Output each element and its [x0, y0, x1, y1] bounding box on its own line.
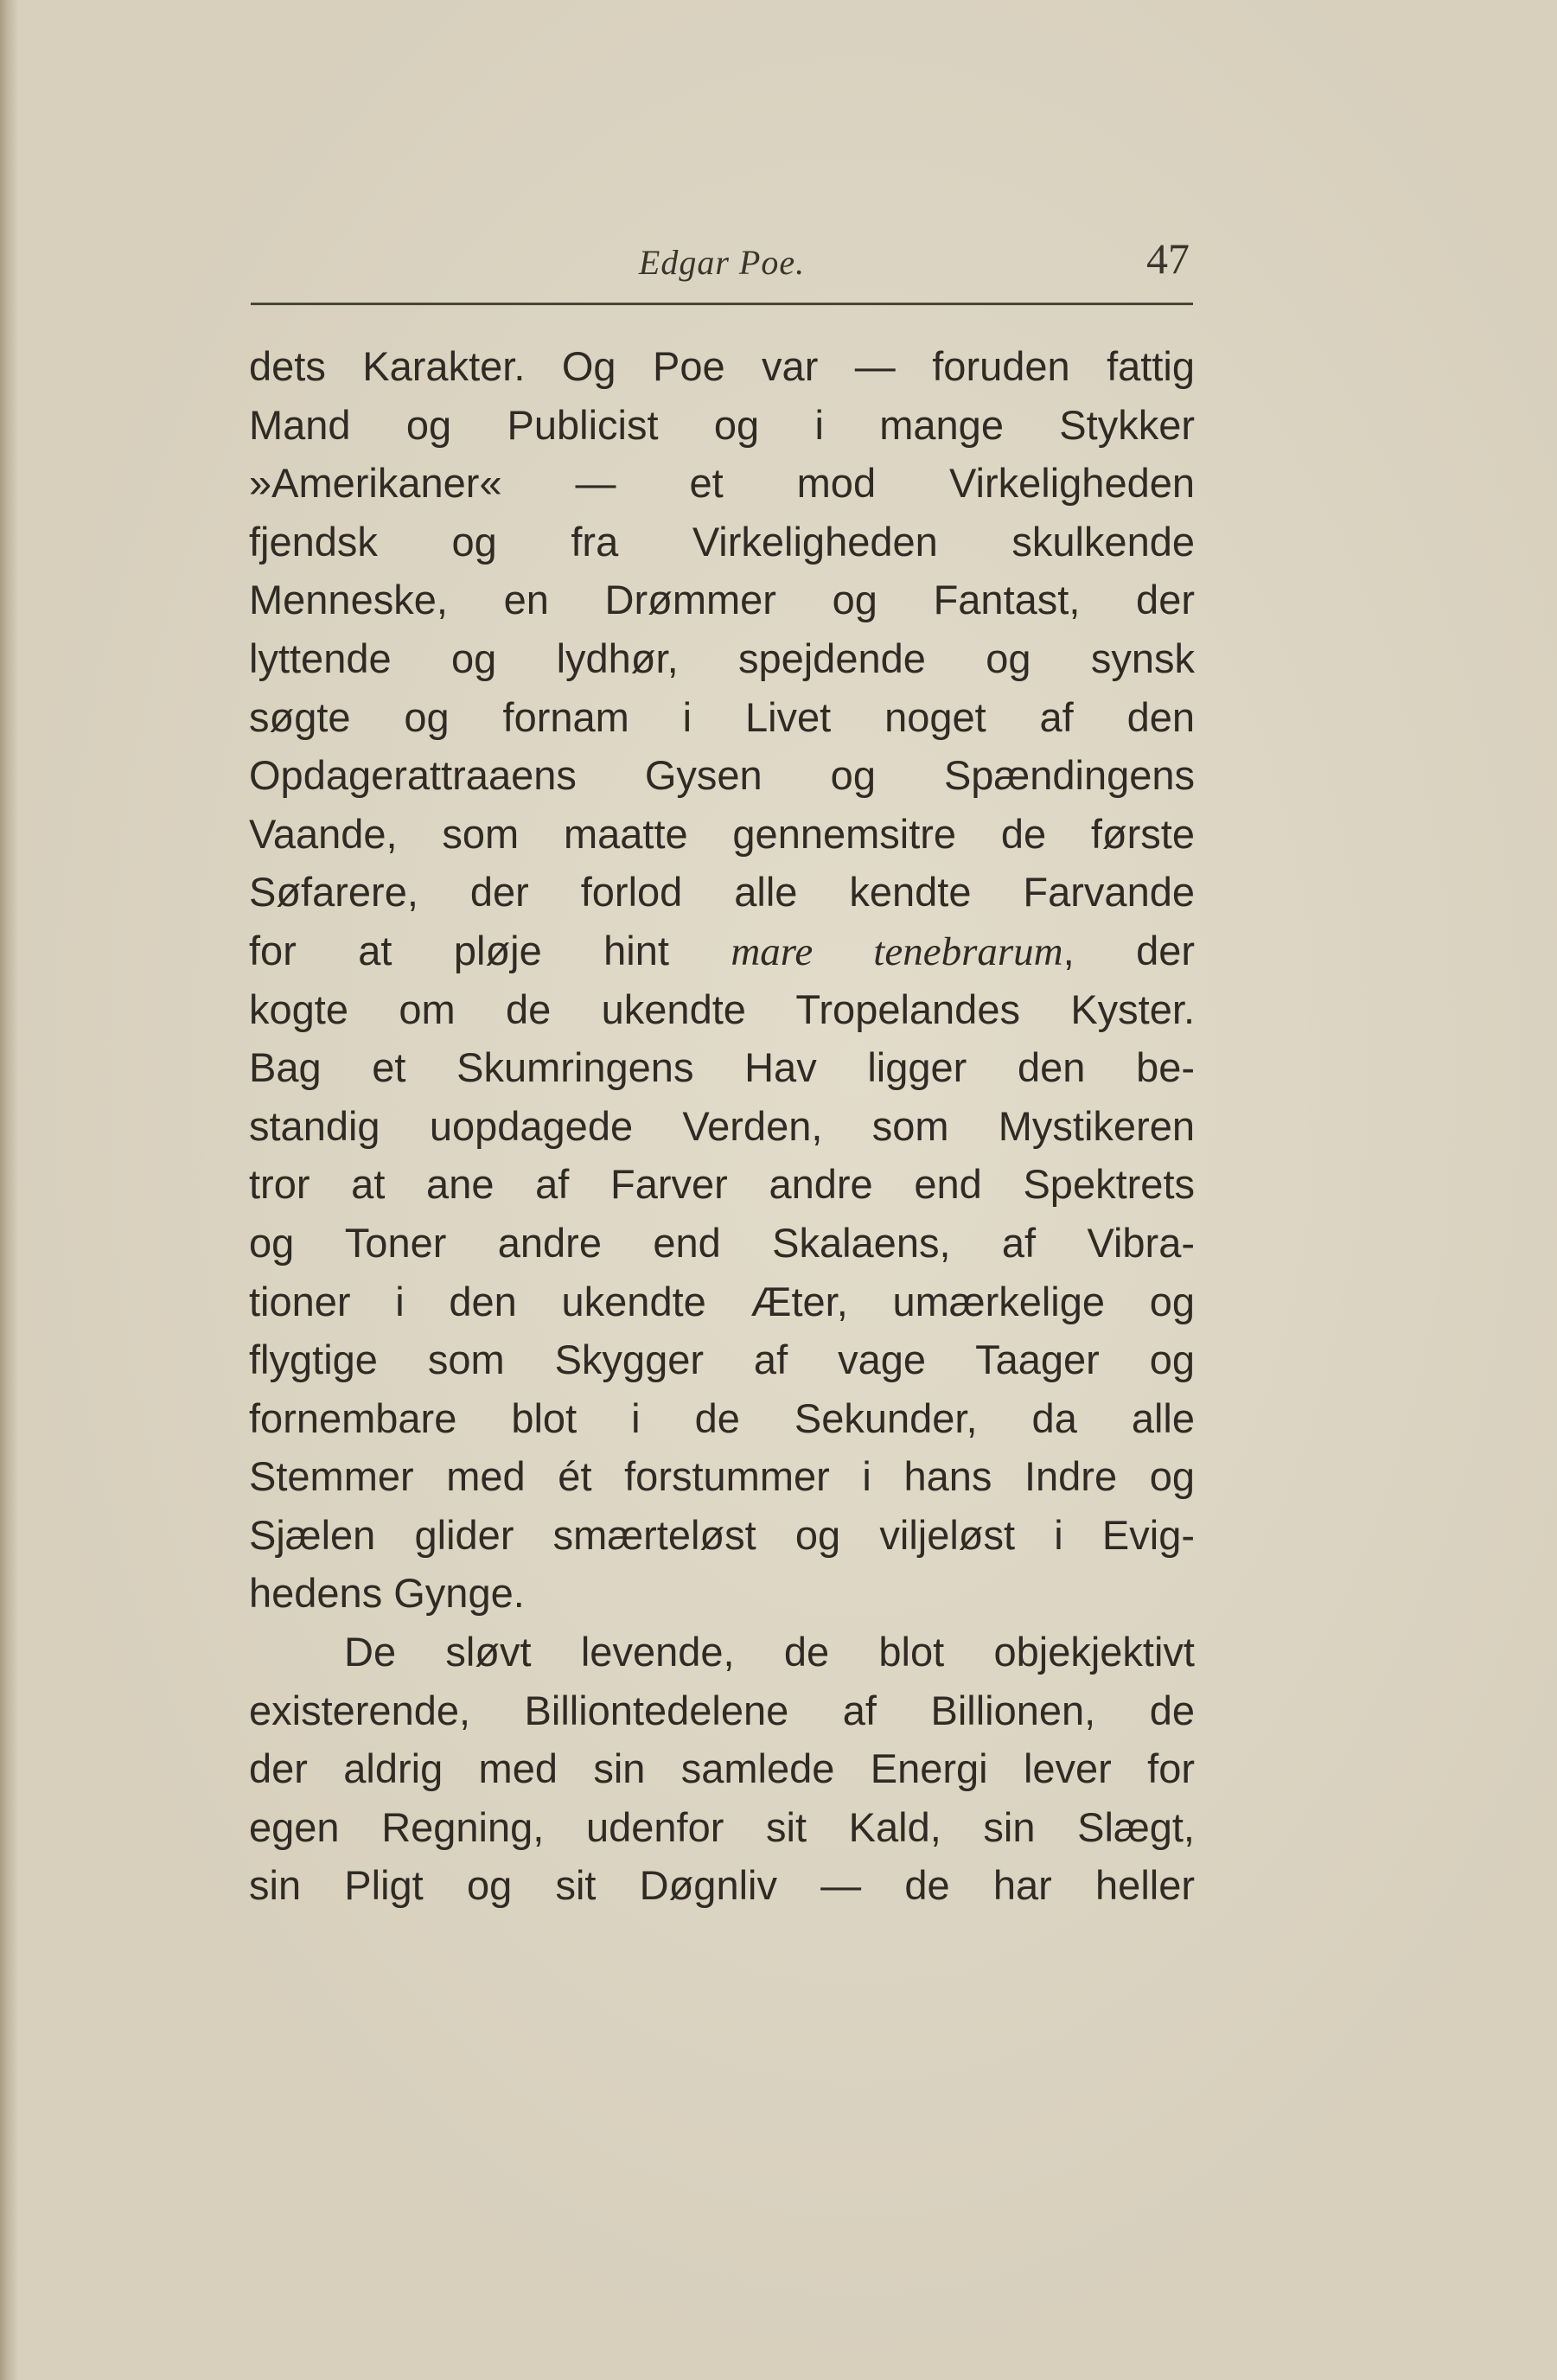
header-rule: [251, 303, 1193, 305]
text-line: Mand og Publicist og i mange Stykker: [249, 401, 1195, 448]
text-line: standig uopdagede Verden, som Mystikeren: [249, 1102, 1195, 1149]
text-line: Menneske, en Drømmer og Fantast, der: [249, 577, 1195, 623]
text-line: existerende, Billiontedelene af Billionen, de: [249, 1687, 1195, 1733]
text-line: Vaande, som maatte gennemsitre de første: [249, 810, 1195, 857]
text-line: egen Regning, udenfor sit Kald, sin Slægt,: [249, 1803, 1195, 1850]
text-line: Sjælen glider smærteløst og viljeløst i Evig-: [249, 1511, 1195, 1558]
text-line: Stemmer med ét forstummer i hans Indre og: [249, 1453, 1195, 1500]
text-line: »Amerikaner« — et mod Virkeligheden: [249, 460, 1195, 507]
text-line: dets Karakter. Og Poe var — foruden fattig: [249, 343, 1195, 389]
italic-phrase: mare tenebrarum: [731, 928, 1063, 974]
text-line: Opdagerattraaens Gysen og Spændingens: [249, 752, 1195, 799]
text-line: tioner i den ukendte Æter, umærkelige og: [249, 1278, 1195, 1324]
text-line: søgte og fornam i Livet noget af den: [249, 693, 1195, 740]
page-number: 47: [1146, 234, 1190, 283]
text-line-paragraph-end: hedens Gynge.: [249, 1570, 525, 1617]
text-line: sin Pligt og sit Døgnliv — de har heller: [249, 1862, 1195, 1909]
line-segment: for at pløje hint: [249, 927, 731, 973]
text-line-with-italic: [249, 922, 1195, 980]
running-head: Edgar Poe.: [638, 243, 806, 282]
text-line: lyttende og lydhør, spejdende og synsk: [249, 635, 1195, 681]
body-text: [249, 337, 1195, 1915]
text-line: og Toner andre end Skalaens, af Vibra-: [249, 1219, 1195, 1266]
line-segment: , der: [1062, 927, 1196, 973]
text-line: fjendsk og fra Virkeligheden skulkende: [249, 518, 1195, 565]
text-line: tror at ane af Farver andre end Spektrets: [249, 1161, 1195, 1208]
text-line-paragraph-start: De sløvt levende, de blot objekjektivt: [344, 1629, 1195, 1675]
text-line: kogte om de ukendte Tropelandes Kyster.: [249, 986, 1195, 1032]
text-line: Bag et Skumringens Hav ligger den be-: [249, 1044, 1195, 1091]
text-line: flygtige som Skygger af vage Taager og: [249, 1337, 1195, 1383]
text-line: fornembare blot i de Sekunder, da alle: [249, 1394, 1195, 1441]
text-line: der aldrig med sin samlede Energi lever for: [249, 1745, 1195, 1792]
page-header: [251, 227, 1193, 296]
text-line: Søfarere, der forlod alle kendte Farvande: [249, 869, 1195, 916]
